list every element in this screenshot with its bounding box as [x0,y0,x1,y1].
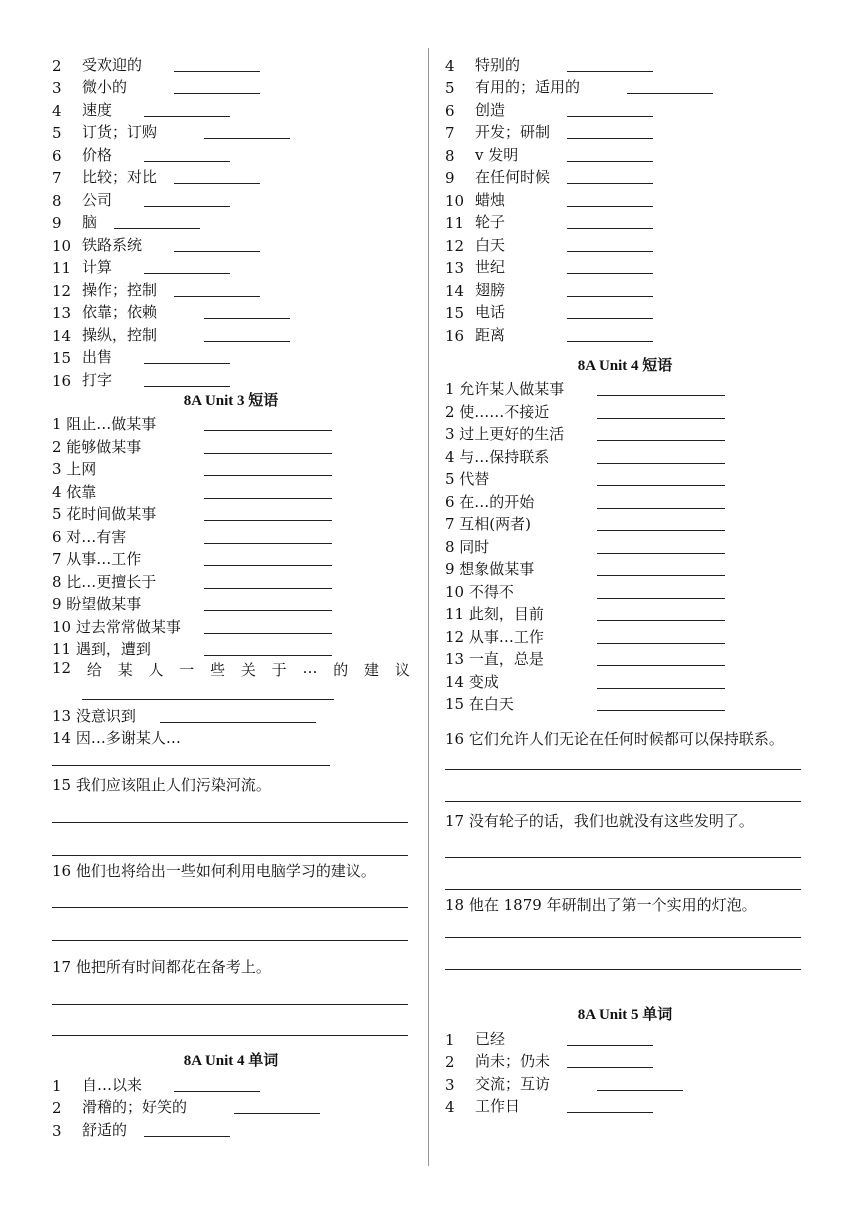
word-text: 速度 [82,100,113,119]
phrase-item [445,422,805,445]
answer-blank[interactable] [597,539,725,554]
word-text: 白天 [475,235,506,254]
word-text: 世纪 [475,258,506,276]
word-text: 蜡烛 [475,190,506,209]
item-number: 16 [52,371,72,390]
item-number: 13 [445,259,465,277]
sentence-15: 15 我们应该阻止人们污染河流。 [52,776,271,794]
phrase-char: 于 [271,661,287,679]
phrase-text: 3 上网 [52,460,97,478]
answer-line[interactable] [52,1034,408,1036]
answer-blank[interactable] [234,1099,320,1114]
answer-blank[interactable] [567,102,653,117]
phrase-text: 12 从事…工作 [445,627,544,646]
phrase-char: … [302,659,318,677]
answer-blank[interactable] [204,529,332,544]
answer-blank[interactable] [597,494,725,509]
answer-line[interactable] [52,854,408,856]
phrase-char: 建 [364,661,380,679]
word-item [52,1072,410,1095]
phrase-text: 4 依靠 [52,482,97,501]
unit5-words-heading: 8A Unit 5 单词 [577,1007,673,1023]
answer-blank[interactable] [174,282,260,297]
phrase-item [445,467,805,490]
answer-line[interactable] [52,1003,408,1005]
phrase-item [445,647,805,670]
answer-line[interactable] [52,764,330,766]
word-text: 开发；研制 [475,123,551,141]
phrase-item [445,624,805,647]
answer-blank[interactable] [567,124,653,139]
answer-blank[interactable] [597,696,725,711]
word-item [445,97,805,120]
answer-blank[interactable] [144,147,230,162]
answer-blank[interactable] [597,651,725,666]
word-text: 舒适的 [82,1120,128,1139]
answer-blank[interactable] [144,192,230,207]
phrase-item [52,434,410,457]
answer-blank[interactable] [597,516,725,531]
phrase-item [445,512,805,535]
phrase-text: 15 在白天 [445,695,514,713]
item-number: 2 [445,1053,455,1071]
phrase-char: 一 [179,661,195,679]
word-item [52,120,410,143]
phrase-item [445,557,805,580]
word-item [52,1117,410,1140]
phrase-char: 议 [394,661,410,679]
unit4-phrases-heading: 8A Unit 4 短语 [577,357,673,374]
unit4-phrase-list [445,377,805,715]
word-item [445,255,805,278]
sentence-17-answer-lines [445,832,805,906]
unit4-words-heading: 8A Unit 4 单词 [183,1053,279,1069]
item-number: 11 [52,259,72,277]
word-item [445,1094,805,1117]
word-text: 脑 [82,213,98,231]
word-text: 有用的；适用的 [475,78,581,96]
item-number: 5 [52,124,62,142]
phrase-text: 7 从事…工作 [52,550,142,568]
word-item [445,1071,805,1094]
sentence-15-answer-lines [52,796,410,872]
answer-line[interactable] [52,939,408,941]
unit4-word-list [52,1072,410,1140]
item-number: 12 [52,281,72,300]
word-item [445,120,805,143]
answer-line[interactable] [52,821,408,823]
answer-line[interactable] [445,936,801,938]
answer-blank[interactable] [597,471,725,486]
phrase-text: 2 使……不接近 [445,402,550,421]
word-item [445,210,805,233]
sentence-16: 16 他们也将给出一些如何利用电脑学习的建议。 [52,862,376,880]
answer-blank[interactable] [597,449,725,464]
phrase-text: 5 代替 [445,470,490,488]
item-number: 7 [445,124,455,142]
word-item [445,142,805,165]
answer-blank[interactable] [204,641,332,656]
phrase-item [52,457,410,480]
phrase-text: 4 与…保持联系 [445,447,550,466]
answer-blank[interactable] [144,349,230,364]
answer-blank[interactable] [174,79,260,94]
answer-line[interactable] [445,888,801,890]
phrase-text: 9 想象做某事 [445,560,535,578]
word-text: 工作日 [475,1097,521,1115]
phrase-text: 6 在…的开始 [445,492,535,511]
sentence-18-answer-lines [445,916,805,990]
item-number: 14 [445,281,465,300]
word-item [445,1026,805,1049]
answer-blank[interactable] [597,606,725,621]
word-text: 电话 [475,303,506,321]
word-item [52,1095,410,1118]
answer-blank[interactable] [567,214,653,229]
phrase-item [445,377,805,400]
item-number: 4 [445,56,455,75]
phrase-text: 11 此刻，目前 [445,605,544,623]
phrase-12-answer-row [52,681,410,703]
phrase-item-12 [52,659,410,681]
item-number: 2 [52,1099,62,1117]
word-text: 铁路系统 [82,235,143,254]
item-number: 4 [52,101,62,120]
right-column [445,52,805,1116]
phrase-item [52,592,410,615]
phrase-char: 某 [117,661,133,679]
answer-blank[interactable] [144,259,230,274]
phrase-item [445,692,805,715]
phrase-text: 8 比…更擅长于 [52,572,157,591]
phrase-item [445,579,805,602]
item-number: 9 [445,169,455,187]
word-item [445,1049,805,1072]
unit5-word-list [445,1026,805,1116]
answer-blank[interactable] [567,259,653,274]
word-item [445,232,805,255]
item-number: 6 [445,101,455,120]
phrase-text: 1 阻止…做某事 [52,415,157,433]
answer-blank[interactable] [204,124,290,139]
answer-line[interactable] [445,768,801,770]
word-item [445,187,805,210]
answer-blank[interactable] [204,327,290,342]
item-number: 15 [445,304,465,322]
answer-blank[interactable] [567,282,653,297]
phrase-char: 给 [86,661,102,679]
word-text: 比较；对比 [82,168,158,186]
phrase-text: 7 互相(两者) [445,515,532,533]
answer-blank[interactable] [204,551,332,566]
answer-blank[interactable] [597,561,725,576]
phrase-item [52,412,410,435]
phrase-item [445,444,805,467]
answer-blank[interactable] [204,484,332,499]
unit3-phrase-list [52,412,410,660]
word-item [52,322,410,345]
answer-blank[interactable] [204,619,332,634]
phrase-item [445,399,805,422]
phrase-item [445,602,805,625]
answer-blank[interactable] [174,237,260,252]
phrase-text: 8 同时 [445,537,490,556]
word-text: 创造 [475,100,506,119]
word-item [52,165,410,188]
answer-blank[interactable] [144,1122,230,1137]
phrase-text: 3 过上更好的生活 [445,425,565,443]
item-number: 11 [445,214,465,232]
item-number: 14 [52,326,72,345]
word-item [445,322,805,345]
item-number: 13 [52,304,72,322]
item-number: 8 [52,191,62,210]
item-number: 7 [52,169,62,187]
sentence-17: 17 没有轮子的话，我们也就没有这些发明了。 [445,812,754,830]
word-text: 价格 [82,145,113,164]
word-text: v 发明 [475,145,519,164]
item-number: 3 [52,79,62,97]
phrase-text: 1 允许某人做某事 [445,380,565,398]
sentence-16-answer-lines [445,750,805,820]
phrase-char: 关 [240,661,256,679]
column-divider [428,48,429,1166]
word-text: 滑稽的；好笑的 [82,1098,188,1116]
word-item [445,277,805,300]
word-text: 微小的 [82,78,128,96]
phrase-item [52,614,410,637]
phrase-item [52,547,410,570]
word-item [52,255,410,278]
phrase-item-14 [52,726,410,749]
item-number: 9 [52,214,62,232]
phrase-item [52,569,410,592]
phrase-item [52,479,410,502]
answer-blank[interactable] [204,439,332,454]
item-number: 1 [52,1076,62,1095]
word-text: 距离 [475,325,506,344]
answer-blank[interactable] [567,1098,653,1113]
word-text: 出售 [82,348,113,366]
item-number: 15 [52,349,72,367]
answer-blank[interactable] [144,372,230,387]
answer-blank[interactable] [174,169,260,184]
word-text: 在任何时候 [475,168,551,186]
item-number: 3 [445,1075,455,1094]
word-text: 特别的 [475,55,521,74]
answer-blank[interactable] [567,237,653,252]
word-text: 轮子 [475,213,506,231]
word-item [52,345,410,368]
word-text: 已经 [475,1029,506,1048]
sentence-16-answer-lines [52,882,410,966]
phrase-text: 10 不得不 [445,582,514,601]
word-item [52,367,410,390]
answer-blank[interactable] [204,506,332,521]
left-column [52,52,410,1140]
phrase-item [445,534,805,557]
answer-blank[interactable] [597,404,725,419]
answer-line[interactable] [445,968,801,970]
item-number: 3 [52,1121,62,1140]
word-item [445,165,805,188]
word-text: 打字 [82,370,113,389]
item-number: 1 [445,1030,455,1049]
word-text: 受欢迎的 [82,55,143,74]
item-number: 8 [445,146,455,165]
phrase-text: 13 一直，总是 [445,650,544,668]
phrase-text: 9 盼望做某事 [52,595,142,613]
word-item [52,52,410,75]
item-number: 10 [445,191,465,210]
answer-blank[interactable] [204,304,290,319]
answer-blank[interactable] [204,461,332,476]
word-item [445,300,805,323]
phrase-item [52,524,410,547]
word-text: 操纵，控制 [82,325,158,344]
answer-blank[interactable] [204,574,332,589]
word-item [445,52,805,75]
item-number: 5 [445,79,455,97]
word-text: 交流；互访 [475,1074,551,1093]
word-item [445,75,805,98]
word-text: 翅膀 [475,280,506,299]
phrase-text: 5 花时间做某事 [52,505,157,523]
phrase-char: 些 [210,661,226,679]
answer-blank[interactable] [567,304,653,319]
sentence-16: 16 它们允许人们无论在任何时候都可以保持联系。 [445,730,784,748]
word-item [52,232,410,255]
word-item [52,187,410,210]
unit4-word-list-continued [445,52,805,345]
item-number: 6 [52,146,62,165]
answer-blank[interactable] [597,426,725,441]
word-text: 自…以来 [82,1075,143,1094]
answer-blank[interactable] [144,102,230,117]
word-text: 计算 [82,258,113,276]
phrase-text: 14 因…多谢某人… [52,729,181,747]
answer-blank[interactable] [627,79,713,94]
answer-line[interactable] [445,800,801,802]
answer-blank[interactable] [567,327,653,342]
item-number: 16 [445,326,465,345]
answer-blank[interactable] [204,416,332,431]
phrase-item-13 [52,703,410,726]
answer-blank[interactable] [82,685,334,700]
sentence-18: 18 他在 1879 年研制出了第一个实用的灯泡。 [445,896,757,914]
answer-line[interactable] [52,906,408,908]
answer-blank[interactable] [567,1053,653,1068]
answer-blank[interactable] [597,674,725,689]
phrase-char: 人 [148,661,164,679]
word-item [52,142,410,165]
sentence-17-answer-lines [52,978,410,1052]
phrase-item [445,489,805,512]
answer-blank[interactable] [160,708,316,723]
answer-line[interactable] [445,856,801,858]
phrase-text: 14 变成 [445,672,499,691]
phrase-char: 12 [52,659,72,677]
word-item [52,75,410,98]
answer-blank[interactable] [174,1077,260,1092]
word-text: 尚未；仍未 [475,1052,551,1070]
unit3-word-list-continued [52,52,410,390]
phrase-14-answer-row [52,748,410,770]
answer-blank[interactable] [567,57,653,72]
item-number: 10 [52,236,72,255]
answer-blank[interactable] [174,57,260,72]
answer-blank[interactable] [567,192,653,207]
word-item [52,277,410,300]
phrase-item [52,637,410,660]
answer-blank[interactable] [114,214,200,229]
word-text: 依靠；依赖 [82,303,158,321]
word-item [52,300,410,323]
phrase-text: 2 能够做某事 [52,437,142,456]
word-item [52,210,410,233]
phrase-item [445,669,805,692]
phrase-item [52,502,410,525]
phrase-text: 13 没意识到 [52,706,136,725]
word-text: 操作；控制 [82,280,158,299]
unit3-phrases-heading: 8A Unit 3 短语 [183,392,279,409]
answer-blank[interactable] [567,1031,653,1046]
item-number: 2 [52,56,62,75]
item-number: 4 [445,1098,455,1116]
phrase-text: 6 对…有害 [52,527,127,546]
item-number: 12 [445,236,465,255]
answer-blank[interactable] [597,1076,683,1091]
answer-blank[interactable] [597,584,725,599]
word-item [52,97,410,120]
answer-blank[interactable] [567,147,653,162]
phrase-text: 11 遇到，遭到 [52,640,151,658]
answer-blank[interactable] [567,169,653,184]
answer-blank[interactable] [597,629,725,644]
word-text: 订货；订购 [82,123,158,141]
word-text: 公司 [82,190,113,209]
phrase-text: 10 过去常常做某事 [52,617,181,636]
answer-blank[interactable] [204,596,332,611]
answer-blank[interactable] [597,381,725,396]
sentence-17: 17 他把所有时间都花在备考上。 [52,958,271,976]
phrase-char: 的 [333,661,349,679]
